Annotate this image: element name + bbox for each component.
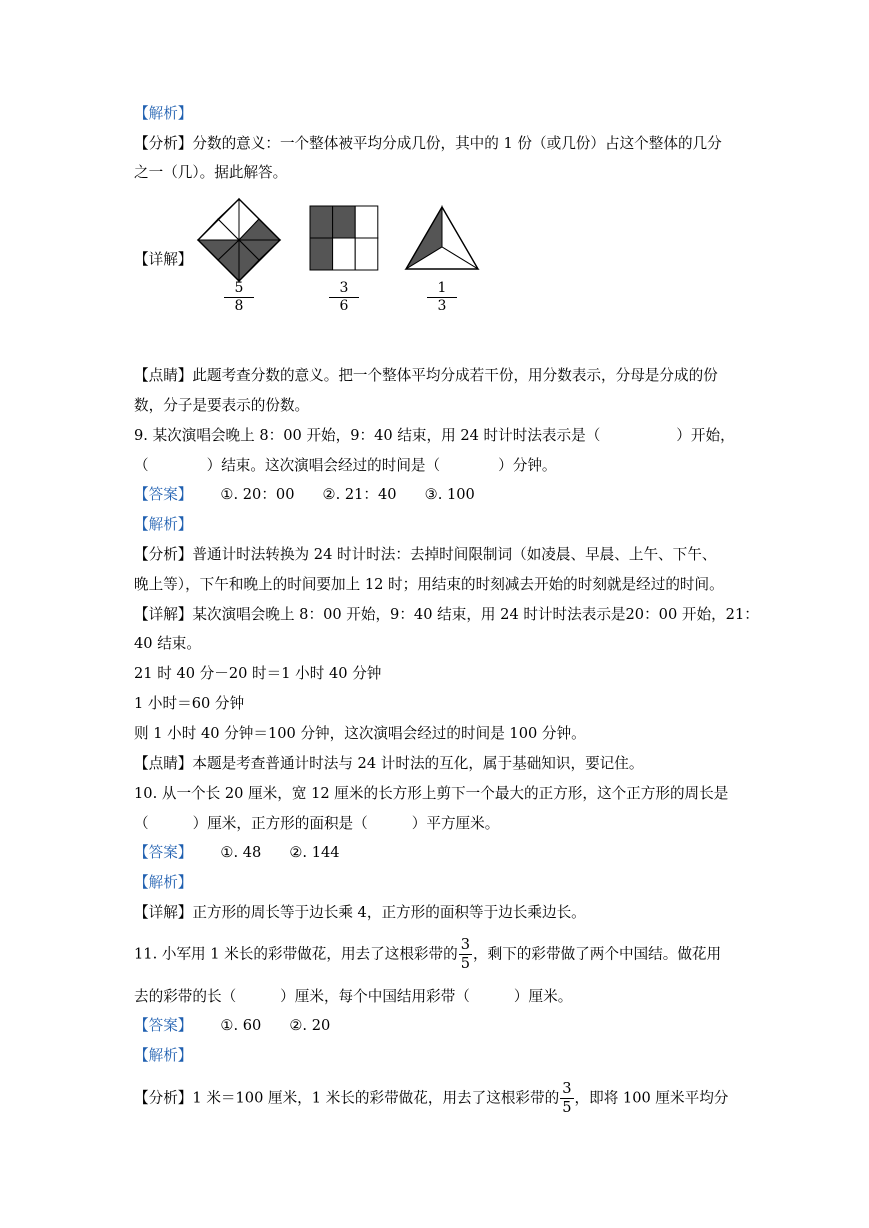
q11-fraction: $\frac{3}{5}$ <box>460 936 470 972</box>
figure-fraction-3: 1 3 <box>427 280 457 315</box>
q9-fenxi-2: 晚上等），下午和晚上的时间要加上 12 时；用结束的时刻减去开始的时刻就是经过的时间。 <box>134 576 724 593</box>
diamond-figure <box>196 197 282 283</box>
intro-dianjing-line-1 <box>134 366 718 386</box>
fenxi-tag: 【分析】 <box>134 1089 193 1107</box>
q10-answer-line <box>134 843 340 863</box>
q9-calc-2: 1 小时＝60 分钟 <box>134 695 245 712</box>
triangle-figure <box>404 205 480 271</box>
q10-stem-2a: （ <box>134 815 149 832</box>
q11-fenxi-b: ，即将 100 厘米平均分 <box>574 1089 729 1107</box>
q10-stem-line-1 <box>134 784 728 804</box>
q11-answer-line <box>134 1016 330 1036</box>
q10-answer-1: ①. 48 <box>220 844 262 861</box>
q9-answer-1: ①. 20：00 <box>220 486 295 503</box>
q9-stem-1: 9. 某次演唱会晚上 8：00 开始，9：40 结束，用 24 时计时法表示是（ <box>134 427 601 444</box>
figure-fraction-1: 5 8 <box>224 280 254 315</box>
q10-stem-2c: ）平方厘米。 <box>411 815 500 832</box>
q9-answer-3: ③. 100 <box>424 486 475 503</box>
q9-xiangjie-line-1 <box>134 605 759 625</box>
q9-calc-line-2 <box>134 694 244 714</box>
q10-stem-line-2 <box>134 814 499 834</box>
q9-stem-2a: （ <box>134 457 149 474</box>
q9-dianjing: 本题是考查普通计时法与 24 计时法的互化，属于基础知识，要记住。 <box>192 755 644 772</box>
q10-answer-2: ②. 144 <box>289 844 340 861</box>
xiangjie-tag: 【详解】 <box>134 606 193 623</box>
intro-dianjing-text-2: 数，分子是要表示的份数。 <box>134 397 310 414</box>
intro-fenxi-line-1 <box>134 134 722 154</box>
q9-fenxi-line-1 <box>134 545 716 565</box>
intro-fenxi-line-2 <box>134 163 287 183</box>
q11-stem-1a: 11. 小军用 1 米长的彩带做花，用去了这根彩带的 <box>134 945 458 963</box>
figure-fraction-2: 3 6 <box>329 280 359 315</box>
xiangjie-tag: 【详解】 <box>134 904 193 921</box>
q11-jiexi-line <box>134 1046 192 1066</box>
q10-xiangjie-line <box>134 903 586 923</box>
xiangjie-tag: 【详解】 <box>134 251 193 268</box>
q9-dianjing-line <box>134 754 643 774</box>
q9-xiangjie-line-2 <box>134 634 201 654</box>
q9-stem-line-2 <box>134 456 557 476</box>
q11-stem-2c: ）厘米。 <box>513 988 573 1005</box>
q11-stem-1b: ，剩下的彩带做了两个中国结。做花用 <box>473 945 722 963</box>
q9-xiangjie-1: 某次演唱会晚上 8：00 开始，9：40 结束，用 24 时计时法表示是20：00 开始，21： <box>192 606 759 623</box>
q10-jiexi-line <box>134 873 192 893</box>
q9-stem-2b: ）结束。这次演唱会经过的时间是（ <box>206 457 441 474</box>
grid-figure <box>309 205 379 271</box>
q9-xiangjie-2: 40 结束。 <box>134 635 201 652</box>
daan-tag: 【答案】 <box>134 1017 193 1034</box>
q11-fenxi-fraction: $\frac{3}{5}$ <box>562 1080 572 1116</box>
q9-answer-line <box>134 485 475 505</box>
intro-xiangjie-line <box>134 250 192 270</box>
q11-answer-2: ②. 20 <box>289 1017 331 1034</box>
q10-stem-2b: ）厘米，正方形的面积是（ <box>192 815 368 832</box>
intro-fenxi-text-2: 之一（几）。据此解答。 <box>134 164 288 181</box>
dianjing-tag: 【点睛】 <box>134 755 193 772</box>
jiexi-tag: 【解析】 <box>134 516 193 533</box>
q11-stem-2b: ）厘米，每个中国结用彩带（ <box>280 988 470 1005</box>
q10-stem-1: 10. 从一个长 20 厘米，宽 12 厘米的长方形上剪下一个最大的正方形，这个正方形的周长是 <box>134 785 729 802</box>
jiexi-tag: 【解析】 <box>134 874 193 891</box>
q9-stem-2c: ）分钟。 <box>498 457 557 474</box>
jiexi-heading <box>134 104 192 124</box>
q9-calc-line-1 <box>134 664 381 684</box>
dianjing-tag: 【点睛】 <box>134 367 193 384</box>
q11-stem-line-1 <box>134 936 721 973</box>
q9-calc-1: 21 时 40 分－20 时＝1 小时 40 分钟 <box>134 665 382 682</box>
intro-dianjing-text-1: 此题考查分数的意义。把一个整体平均分成若干份，用分数表示，分母是分成的份 <box>192 367 718 384</box>
q9-stem-1b: ）开始， <box>676 427 735 444</box>
daan-tag: 【答案】 <box>134 844 193 861</box>
jiexi-tag: 【解析】 <box>134 105 193 122</box>
q9-jiexi-line <box>134 515 192 535</box>
q11-fenxi-a: 1 米＝100 厘米，1 米长的彩带做花，用去了这根彩带的 <box>192 1089 560 1107</box>
jiexi-tag: 【解析】 <box>134 1047 193 1064</box>
q9-fenxi-line-2 <box>134 575 724 595</box>
intro-fenxi-text-1: 分数的意义：一个整体被平均分成几份，其中的 1 份（或几份）占这个整体的几分 <box>192 135 722 152</box>
q9-calc-line-3 <box>134 724 586 744</box>
q11-stem-2a: 去的彩带的长（ <box>134 988 237 1005</box>
q11-stem-line-2 <box>134 987 572 1007</box>
q11-answer-1: ①. 60 <box>220 1017 262 1034</box>
daan-tag: 【答案】 <box>134 486 193 503</box>
q9-calc-3: 则 1 小时 40 分钟＝100 分钟，这次演唱会经过的时间是 100 分钟。 <box>134 725 586 742</box>
q9-stem-line-1 <box>134 426 735 446</box>
intro-dianjing-line-2 <box>134 396 309 416</box>
fenxi-tag: 【分析】 <box>134 546 193 563</box>
q9-fenxi-1: 普通计时法转换为 24 时计时法：去掉时间限制词（如凌晨、早晨、上午、下午、 <box>192 546 717 563</box>
q11-fenxi-line <box>134 1080 728 1117</box>
fenxi-tag: 【分析】 <box>134 135 193 152</box>
q10-xiangjie: 正方形的周长等于边长乘 4，正方形的面积等于边长乘边长。 <box>192 904 586 921</box>
q9-answer-2: ②. 21：40 <box>322 486 397 503</box>
